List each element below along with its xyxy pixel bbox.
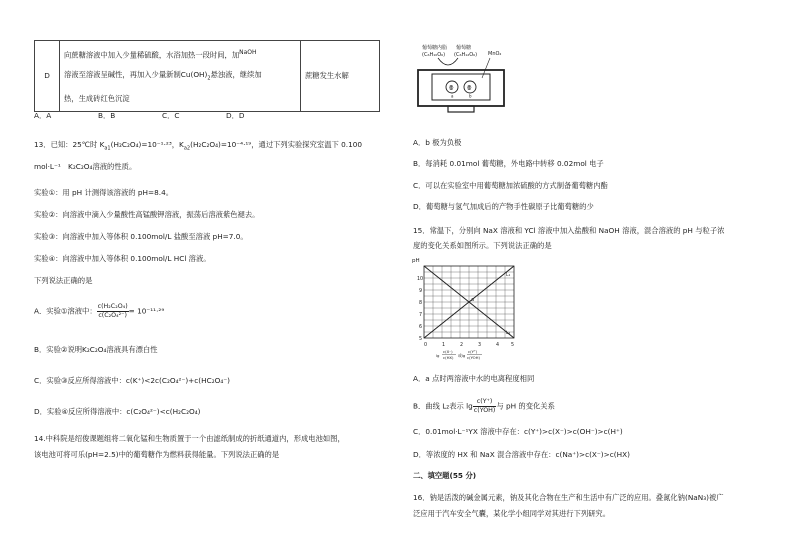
q14-stem-line1: 14.中科院是绍俊课题组将二氧化锰和生物质置于一个由滤纸制成的折纸通道内，形成电池如图， bbox=[34, 434, 345, 443]
q16-stem-line1: 16．钠是活泼的碱金属元素，钠及其化合物在生产和生活中有广泛的应用。叠氮化钠(NaN₃)被广 bbox=[413, 493, 724, 502]
q13-prompt: 下列说法正确的是 bbox=[34, 276, 93, 285]
q13-stem-line2: mol·L⁻¹ K₂C₂O₄溶液的性质。 bbox=[34, 162, 137, 171]
svg-text:4: 4 bbox=[496, 343, 500, 348]
fraction: $\frac{\text{c(H₂C₂O₄)}}{\text{c(C₂O₄²⁻)}}$ bbox=[97, 303, 128, 319]
svg-text:0: 0 bbox=[424, 343, 428, 348]
svg-text:c(X⁻): c(X⁻) bbox=[443, 349, 453, 354]
svg-text:6: 6 bbox=[419, 325, 423, 330]
row-label: D bbox=[35, 41, 60, 112]
svg-text:或lg: 或lg bbox=[458, 353, 466, 358]
label-glucose: 葡萄糖 bbox=[456, 45, 472, 51]
q13-option-d: D．实验④反应所得溶液中：c(C₂O₄²⁻)<c(H₂C₂O₄) bbox=[34, 407, 201, 416]
q15-option-a: A．a 点时两溶液中水的电离程度相同 bbox=[413, 374, 535, 383]
svg-text:c(YOH): c(YOH) bbox=[467, 355, 481, 360]
fraction: $\frac{c(Y^+)}{\text{c(YOH)}}$ bbox=[473, 398, 496, 414]
q15-stem-line2: 度的变化关系如图所示。下列说法正确的是 bbox=[413, 241, 552, 250]
x-axis-label bbox=[436, 349, 482, 360]
q14-option-d: D．葡萄糖与氢气加成后的产物手性碳原子比葡萄糖的少 bbox=[413, 202, 594, 211]
svg-text:2: 2 bbox=[460, 343, 464, 348]
q15-option-b: B．曲线 L₂表示 lg $\frac{c(Y^+)}{\text{c(YOH)}}$ 与 pH 的变化关系 bbox=[413, 398, 555, 414]
q13-exp1: 实验①：用 pH 计测得该溶液的 pH=8.4。 bbox=[34, 188, 174, 197]
svg-text:lg: lg bbox=[436, 353, 440, 358]
q16-stem-line2: 泛应用于汽车安全气囊，某化学小组同学对其进行下列研究。 bbox=[413, 509, 611, 518]
q13-exp4: 实验④：向溶液中加入等体积 0.100mol/L HCl 溶液。 bbox=[34, 254, 211, 263]
svg-text:c(Y⁺): c(Y⁺) bbox=[468, 349, 478, 354]
label-l1: L₁ bbox=[506, 273, 511, 278]
reaction-arrow bbox=[438, 58, 458, 65]
q15-stem-line1: 15．常温下，分别向 NaX 溶液和 YCl 溶液中加入盐酸和 NaOH 溶液，混合溶液的 pH 与粒子浓 bbox=[413, 226, 725, 235]
label-gluconolactone: 葡萄糖内脂 bbox=[422, 45, 448, 51]
conclusion-cell: 蔗糖发生水解 bbox=[301, 41, 380, 112]
section-heading: 二、填空题(55 分) bbox=[413, 471, 477, 480]
q13-stem-line1: 13．已知：25℃时 $K_{a1}(H_2C_2O_4)=10^{-1}\cdot^{23}$，$K_{a2}(H_2C_2O_4)=10^{-4}\cdot^{19}$，通过下列实验探究室温下 0.100 bbox=[34, 140, 363, 152]
paper-channel bbox=[432, 74, 490, 100]
svg-text:5: 5 bbox=[511, 343, 515, 348]
choice-a: A．A bbox=[34, 111, 52, 120]
y-axis-label: pH bbox=[412, 258, 420, 264]
svg-text:10: 10 bbox=[417, 277, 424, 282]
svg-text:1: 1 bbox=[442, 343, 446, 348]
experiment-table-row-d bbox=[34, 40, 380, 112]
outer-frame bbox=[418, 70, 504, 106]
q13-exp2: 实验②：向溶液中滴入少量酸性高锰酸钾溶液，振荡后溶液紫色褪去。 bbox=[34, 210, 260, 219]
label-l2: L₂ bbox=[506, 331, 511, 336]
svg-text:c(HX): c(HX) bbox=[443, 355, 454, 360]
q14-option-c: C．可以在实验室中用葡萄糖加浓硫酸的方式制备葡萄糖内酯 bbox=[413, 181, 608, 190]
q14-stem-line2: 该电池可将可乐(pH=2.5)中的葡萄糖作为燃料获得能量。下列说法正确的是 bbox=[34, 450, 280, 459]
svg-text:5: 5 bbox=[419, 337, 423, 342]
battery-figure bbox=[408, 42, 516, 120]
q13-option-b: B．实验②说明K₂C₂O₄溶液具有漂白性 bbox=[34, 345, 158, 354]
svg-text:8: 8 bbox=[419, 301, 423, 306]
svg-text:b: b bbox=[469, 93, 472, 99]
choice-c: C．C bbox=[162, 111, 180, 120]
svg-text:9: 9 bbox=[419, 289, 423, 294]
q13-exp3: 实验③：向溶液中加入等体积 0.100mol/L 盐酸至溶液 pH=7.0。 bbox=[34, 232, 248, 241]
svg-text:(C₆H₁₂O₆): (C₆H₁₂O₆) bbox=[454, 52, 478, 58]
svg-text:(C₆H₁₀O₆): (C₆H₁₀O₆) bbox=[422, 52, 446, 58]
choice-b: B．B bbox=[98, 111, 116, 120]
svg-text:ꙮ: ꙮ bbox=[449, 85, 454, 91]
q13-option-c: C．实验③反应所得溶液中：c(K⁺)<2c(C₂O₄²⁻)+c(HC₂O₄⁻) bbox=[34, 376, 231, 385]
q14-option-a: A．b 极为负极 bbox=[413, 138, 462, 147]
svg-text:3: 3 bbox=[478, 343, 482, 348]
q13-option-a: A．实验①溶液中： $\frac{\text{c(H₂C₂O₄)}}{\text{c(C₂O₄²⁻)}}$ = 10⁻¹¹·²⁹ bbox=[34, 303, 165, 319]
label-mno2: MnO₂ bbox=[488, 51, 502, 57]
q12-choices bbox=[34, 112, 290, 121]
svg-text:a: a bbox=[451, 93, 454, 99]
choice-d: D．D bbox=[226, 111, 245, 120]
svg-text:ꙮ: ꙮ bbox=[467, 85, 472, 91]
external-load bbox=[448, 106, 474, 112]
q14-option-b: B．每消耗 0.01mol 葡萄糖，外电路中转移 0.02mol 电子 bbox=[413, 159, 604, 168]
svg-text:7: 7 bbox=[419, 313, 423, 318]
point-a: a bbox=[471, 297, 475, 303]
procedure-cell: 向蔗糖溶液中加入少量稀硫酸，水浴加热一段时间，加$^{NaOH}$ 溶液至溶液呈碱性，再加入少量新制$Cu(OH)_2$悬浊液，继续加 热，生成砖红色沉淀 bbox=[60, 41, 301, 112]
ph-graph bbox=[410, 254, 522, 366]
q15-option-c: C．0.01mol·L⁻¹YX 溶液中存在：c(Y⁺)>c(X⁻)>c(OH⁻)>c(H⁺) bbox=[413, 427, 623, 436]
q15-option-d: D．等浓度的 HX 和 NaX 混合溶液中存在：c(Na⁺)>c(X⁻)>c(HX) bbox=[413, 450, 630, 459]
